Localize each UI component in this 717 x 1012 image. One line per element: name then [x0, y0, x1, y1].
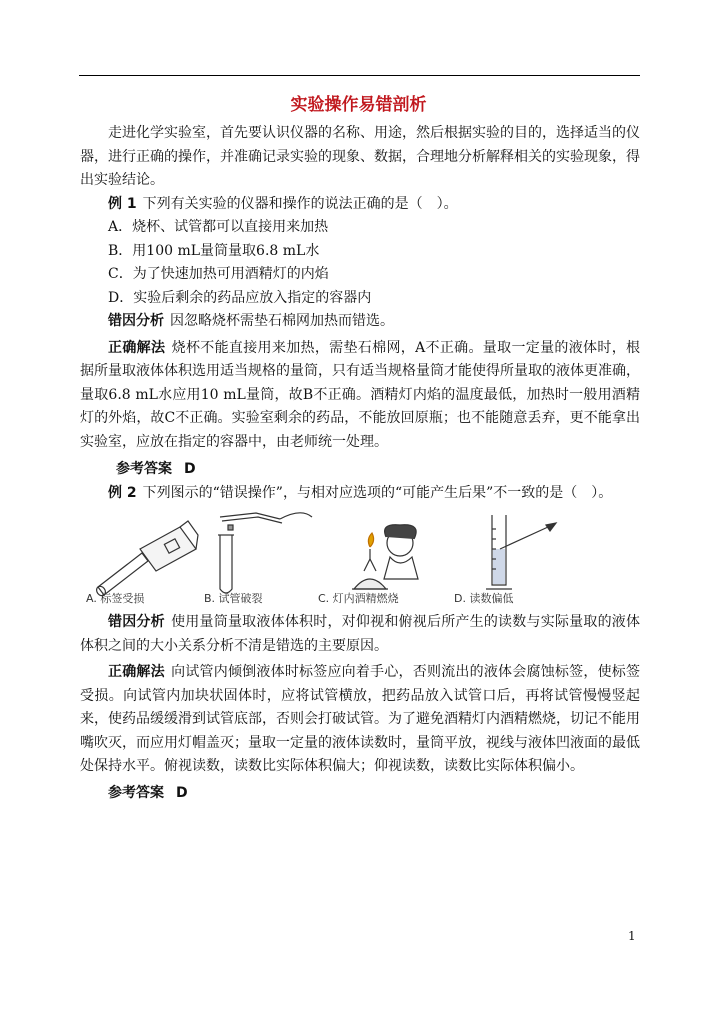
- solution-text: 烧杯不能直接用来加热，需垫石棉网，A不正确。量取一定量的液体时，根据所量取液体体积选用适当规格的量筒，只有适当规格量筒才能使得所量取的液体更准确，量取6.8 mL水应用10 mL量筒，故B不正确。酒精灯内焰的温度最低，加热时一般用酒精灯的外焰，故C不正确。实验室剩余的药品，不能放回原瓶；也不能随意丢弃，更不能拿出实验室，应放在指定的容器中，由老师统一处理。: [80, 339, 641, 450]
- example-1-answer: [80, 458, 640, 482]
- alcohol-lamp-illustration: [352, 525, 418, 589]
- error-analysis-text: 因忽略烧杯需垫石棉网加热而错选。: [170, 313, 394, 329]
- figure-caption-a: A. 标签受损: [86, 592, 145, 605]
- figure-caption-b: B. 试管破裂: [204, 592, 263, 605]
- answer-value: D: [184, 461, 196, 477]
- example-1-question-text: 下列有关实验的仪器和操作的说法正确的是（ ）。: [142, 195, 458, 212]
- answer-label: 参考答案: [116, 461, 172, 477]
- error-analysis-label-2: 错因分析: [108, 614, 165, 630]
- bottle-pouring-illustration: [95, 521, 198, 597]
- example-2-solution: [80, 661, 640, 779]
- answer-value-2: D: [176, 784, 188, 801]
- solution-label: 正确解法: [108, 339, 166, 356]
- solution-label-2: 正确解法: [108, 664, 165, 680]
- intro-paragraph: 走进化学实验室，首先要认识仪器的名称、用途，然后根据实验的目的，选择适当的仪器，进行正确的操作，并准确记录实验的现象、数据，合理地分析解释相关的实验现象，得出实验结论。: [80, 125, 640, 188]
- example-2-error-analysis: [80, 611, 640, 658]
- document-body: [80, 122, 640, 805]
- example-1-question: [80, 193, 640, 217]
- page-number: 1: [628, 929, 636, 943]
- figure-caption-c: C. 灯内酒精燃烧: [318, 592, 399, 605]
- option-a: A．烧杯、试管都可以直接用来加热: [108, 219, 329, 235]
- error-analysis-label: 错因分析: [108, 313, 164, 329]
- example-2-question: [80, 482, 640, 506]
- graduated-cylinder-illustration: [486, 515, 556, 589]
- example-2-label: 例 2: [108, 484, 137, 501]
- header-rule: [79, 75, 640, 76]
- page-title: 实验操作易错剖析: [290, 95, 427, 115]
- answer-label-2: 参考答案: [108, 784, 164, 801]
- example-1-solution: [80, 337, 640, 455]
- option-b: B．用100 mL量筒量取6.8 mL水: [108, 242, 320, 259]
- example-1-label: 例 1: [108, 195, 137, 212]
- solution-text-2: 向试管内倾倒液体时标签应向着手心，否则流出的液体会腐蚀标签，使标签受损。向试管内加块状固体时，应将试管横放，把药品放入试管口后，再将试管慢慢竖起来，使药品缓缓滑到试管底部，否则会打破试管。为了避免酒精灯内酒精燃烧，切记不能用嘴吹灭，而应用灯帽盖灭；量取一定量的液体读数时，量筒平放，视线与液体凹液面的最低处保持水平。俯视读数，读数比实际体积偏大；仰视读数，读数比实际体积偏小。: [80, 664, 641, 774]
- example-2-answer: [80, 782, 640, 806]
- example-2-question-text: 下列图示的“错误操作”，与相对应选项的“可能产生后果”不一致的是（ ）。: [142, 484, 613, 501]
- option-d: D．实验后剩余的药品应放入指定的容器内: [108, 289, 372, 306]
- test-tube-solid-illustration: [218, 513, 312, 593]
- example-1-error-analysis: [80, 310, 640, 334]
- operations-figure: [80, 509, 640, 605]
- option-c: C．为了快速加热可用酒精灯的内焰: [108, 266, 329, 282]
- figure-caption-d: D. 读数偏低: [454, 592, 514, 605]
- error-analysis-text-2: 使用量筒量取液体体积时，对仰视和俯视后所产生的读数与实际量取的液体体积之间的大小关系分析不清是错选的主要原因。: [80, 614, 641, 654]
